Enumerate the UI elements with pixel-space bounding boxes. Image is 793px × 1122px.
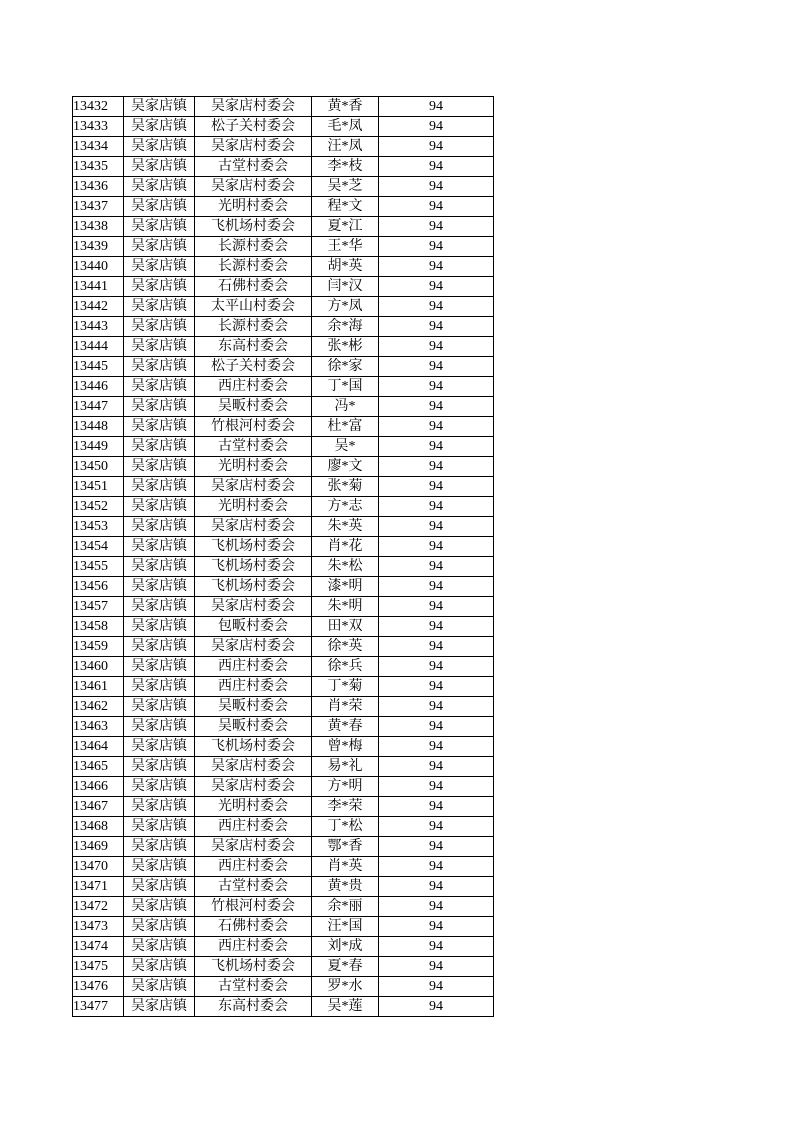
row-id-cell: 13459 xyxy=(73,637,124,657)
person-name-cell: 徐*兵 xyxy=(312,657,379,677)
table-row xyxy=(73,937,494,957)
person-name-cell: 鄂*香 xyxy=(312,837,379,857)
person-name-cell: 吴* xyxy=(312,437,379,457)
village-cell: 吴家店村委会 xyxy=(195,477,312,497)
score-cell: 94 xyxy=(379,877,494,897)
person-name-cell: 方*志 xyxy=(312,497,379,517)
person-name-cell: 徐*家 xyxy=(312,357,379,377)
town-cell: 吴家店镇 xyxy=(124,657,195,677)
table-row xyxy=(73,477,494,497)
village-cell: 飞机场村委会 xyxy=(195,957,312,977)
table-row xyxy=(73,757,494,777)
village-cell: 飞机场村委会 xyxy=(195,557,312,577)
score-cell: 94 xyxy=(379,217,494,237)
town-cell: 吴家店镇 xyxy=(124,977,195,997)
score-cell: 94 xyxy=(379,657,494,677)
village-cell: 光明村委会 xyxy=(195,457,312,477)
table-row xyxy=(73,297,494,317)
score-cell: 94 xyxy=(379,437,494,457)
score-cell: 94 xyxy=(379,737,494,757)
town-cell: 吴家店镇 xyxy=(124,137,195,157)
row-id-cell: 13440 xyxy=(73,257,124,277)
town-cell: 吴家店镇 xyxy=(124,877,195,897)
table-row xyxy=(73,857,494,877)
village-cell: 长源村委会 xyxy=(195,257,312,277)
row-id-cell: 13461 xyxy=(73,677,124,697)
score-cell: 94 xyxy=(379,677,494,697)
town-cell: 吴家店镇 xyxy=(124,217,195,237)
village-cell: 西庄村委会 xyxy=(195,817,312,837)
table-row xyxy=(73,337,494,357)
table-row xyxy=(73,197,494,217)
row-id-cell: 13457 xyxy=(73,597,124,617)
row-id-cell: 13441 xyxy=(73,277,124,297)
row-id-cell: 13437 xyxy=(73,197,124,217)
row-id-cell: 13434 xyxy=(73,137,124,157)
score-cell: 94 xyxy=(379,377,494,397)
table-row xyxy=(73,357,494,377)
row-id-cell: 13471 xyxy=(73,877,124,897)
table-row xyxy=(73,957,494,977)
score-cell: 94 xyxy=(379,177,494,197)
person-name-cell: 丁*国 xyxy=(312,377,379,397)
row-id-cell: 13449 xyxy=(73,437,124,457)
row-id-cell: 13474 xyxy=(73,937,124,957)
score-cell: 94 xyxy=(379,837,494,857)
town-cell: 吴家店镇 xyxy=(124,437,195,457)
village-cell: 吴家店村委会 xyxy=(195,777,312,797)
score-cell: 94 xyxy=(379,417,494,437)
town-cell: 吴家店镇 xyxy=(124,257,195,277)
village-cell: 吴家店村委会 xyxy=(195,517,312,537)
row-id-cell: 13475 xyxy=(73,957,124,977)
records-table xyxy=(72,96,494,1017)
records-table-body xyxy=(73,97,494,1017)
row-id-cell: 13454 xyxy=(73,537,124,557)
table-row xyxy=(73,97,494,117)
score-cell: 94 xyxy=(379,277,494,297)
row-id-cell: 13464 xyxy=(73,737,124,757)
row-id-cell: 13444 xyxy=(73,337,124,357)
score-cell: 94 xyxy=(379,477,494,497)
row-id-cell: 13443 xyxy=(73,317,124,337)
village-cell: 竹根河村委会 xyxy=(195,417,312,437)
row-id-cell: 13452 xyxy=(73,497,124,517)
town-cell: 吴家店镇 xyxy=(124,937,195,957)
score-cell: 94 xyxy=(379,777,494,797)
row-id-cell: 13468 xyxy=(73,817,124,837)
town-cell: 吴家店镇 xyxy=(124,157,195,177)
score-cell: 94 xyxy=(379,497,494,517)
row-id-cell: 13477 xyxy=(73,997,124,1017)
row-id-cell: 13472 xyxy=(73,897,124,917)
town-cell: 吴家店镇 xyxy=(124,917,195,937)
score-cell: 94 xyxy=(379,197,494,217)
village-cell: 吴家店村委会 xyxy=(195,837,312,857)
town-cell: 吴家店镇 xyxy=(124,477,195,497)
score-cell: 94 xyxy=(379,237,494,257)
village-cell: 吴家店村委会 xyxy=(195,757,312,777)
score-cell: 94 xyxy=(379,957,494,977)
person-name-cell: 程*文 xyxy=(312,197,379,217)
score-cell: 94 xyxy=(379,717,494,737)
row-id-cell: 13446 xyxy=(73,377,124,397)
village-cell: 飞机场村委会 xyxy=(195,577,312,597)
table-row xyxy=(73,437,494,457)
person-name-cell: 毛*凤 xyxy=(312,117,379,137)
person-name-cell: 曾*梅 xyxy=(312,737,379,757)
village-cell: 包畈村委会 xyxy=(195,617,312,637)
person-name-cell: 黄*香 xyxy=(312,97,379,117)
table-row xyxy=(73,877,494,897)
village-cell: 吴家店村委会 xyxy=(195,97,312,117)
town-cell: 吴家店镇 xyxy=(124,377,195,397)
town-cell: 吴家店镇 xyxy=(124,837,195,857)
score-cell: 94 xyxy=(379,137,494,157)
village-cell: 吴畈村委会 xyxy=(195,697,312,717)
village-cell: 古堂村委会 xyxy=(195,157,312,177)
score-cell: 94 xyxy=(379,817,494,837)
score-cell: 94 xyxy=(379,337,494,357)
town-cell: 吴家店镇 xyxy=(124,717,195,737)
table-row xyxy=(73,557,494,577)
village-cell: 飞机场村委会 xyxy=(195,217,312,237)
village-cell: 竹根河村委会 xyxy=(195,897,312,917)
village-cell: 石佛村委会 xyxy=(195,277,312,297)
person-name-cell: 朱*松 xyxy=(312,557,379,577)
town-cell: 吴家店镇 xyxy=(124,577,195,597)
town-cell: 吴家店镇 xyxy=(124,997,195,1017)
score-cell: 94 xyxy=(379,597,494,617)
table-row xyxy=(73,497,494,517)
town-cell: 吴家店镇 xyxy=(124,417,195,437)
person-name-cell: 丁*松 xyxy=(312,817,379,837)
town-cell: 吴家店镇 xyxy=(124,857,195,877)
village-cell: 飞机场村委会 xyxy=(195,737,312,757)
village-cell: 古堂村委会 xyxy=(195,437,312,457)
table-row xyxy=(73,517,494,537)
table-row xyxy=(73,177,494,197)
village-cell: 吴家店村委会 xyxy=(195,137,312,157)
village-cell: 长源村委会 xyxy=(195,317,312,337)
village-cell: 吴家店村委会 xyxy=(195,177,312,197)
person-name-cell: 肖*荣 xyxy=(312,697,379,717)
row-id-cell: 13448 xyxy=(73,417,124,437)
row-id-cell: 13476 xyxy=(73,977,124,997)
table-row xyxy=(73,837,494,857)
village-cell: 光明村委会 xyxy=(195,197,312,217)
town-cell: 吴家店镇 xyxy=(124,197,195,217)
person-name-cell: 方*明 xyxy=(312,777,379,797)
table-row xyxy=(73,617,494,637)
row-id-cell: 13460 xyxy=(73,657,124,677)
town-cell: 吴家店镇 xyxy=(124,897,195,917)
person-name-cell: 肖*花 xyxy=(312,537,379,557)
village-cell: 古堂村委会 xyxy=(195,977,312,997)
person-name-cell: 漆*明 xyxy=(312,577,379,597)
score-cell: 94 xyxy=(379,357,494,377)
score-cell: 94 xyxy=(379,157,494,177)
person-name-cell: 夏*江 xyxy=(312,217,379,237)
row-id-cell: 13473 xyxy=(73,917,124,937)
score-cell: 94 xyxy=(379,397,494,417)
person-name-cell: 夏*春 xyxy=(312,957,379,977)
table-row xyxy=(73,157,494,177)
village-cell: 石佛村委会 xyxy=(195,917,312,937)
person-name-cell: 王*华 xyxy=(312,237,379,257)
table-row xyxy=(73,457,494,477)
row-id-cell: 13470 xyxy=(73,857,124,877)
score-cell: 94 xyxy=(379,577,494,597)
table-row xyxy=(73,997,494,1017)
row-id-cell: 13445 xyxy=(73,357,124,377)
row-id-cell: 13456 xyxy=(73,577,124,597)
person-name-cell: 徐*英 xyxy=(312,637,379,657)
person-name-cell: 汪*国 xyxy=(312,917,379,937)
village-cell: 松子关村委会 xyxy=(195,117,312,137)
person-name-cell: 汪*凤 xyxy=(312,137,379,157)
person-name-cell: 刘*成 xyxy=(312,937,379,957)
table-row xyxy=(73,737,494,757)
person-name-cell: 张*菊 xyxy=(312,477,379,497)
table-row xyxy=(73,637,494,657)
town-cell: 吴家店镇 xyxy=(124,597,195,617)
town-cell: 吴家店镇 xyxy=(124,697,195,717)
town-cell: 吴家店镇 xyxy=(124,637,195,657)
score-cell: 94 xyxy=(379,297,494,317)
person-name-cell: 冯* xyxy=(312,397,379,417)
score-cell: 94 xyxy=(379,517,494,537)
person-name-cell: 杜*富 xyxy=(312,417,379,437)
person-name-cell: 余*海 xyxy=(312,317,379,337)
table-row xyxy=(73,777,494,797)
town-cell: 吴家店镇 xyxy=(124,557,195,577)
row-id-cell: 13451 xyxy=(73,477,124,497)
score-cell: 94 xyxy=(379,857,494,877)
score-cell: 94 xyxy=(379,797,494,817)
table-row xyxy=(73,977,494,997)
table-row xyxy=(73,657,494,677)
town-cell: 吴家店镇 xyxy=(124,757,195,777)
table-row xyxy=(73,237,494,257)
score-cell: 94 xyxy=(379,757,494,777)
table-row xyxy=(73,377,494,397)
person-name-cell: 闫*汉 xyxy=(312,277,379,297)
table-row xyxy=(73,897,494,917)
table-row xyxy=(73,317,494,337)
town-cell: 吴家店镇 xyxy=(124,237,195,257)
row-id-cell: 13466 xyxy=(73,777,124,797)
table-row xyxy=(73,677,494,697)
row-id-cell: 13436 xyxy=(73,177,124,197)
village-cell: 松子关村委会 xyxy=(195,357,312,377)
row-id-cell: 13467 xyxy=(73,797,124,817)
person-name-cell: 李*荣 xyxy=(312,797,379,817)
row-id-cell: 13462 xyxy=(73,697,124,717)
row-id-cell: 13435 xyxy=(73,157,124,177)
person-name-cell: 易*礼 xyxy=(312,757,379,777)
town-cell: 吴家店镇 xyxy=(124,277,195,297)
village-cell: 西庄村委会 xyxy=(195,677,312,697)
table-row xyxy=(73,397,494,417)
town-cell: 吴家店镇 xyxy=(124,317,195,337)
score-cell: 94 xyxy=(379,917,494,937)
table-row xyxy=(73,597,494,617)
village-cell: 吴畈村委会 xyxy=(195,397,312,417)
town-cell: 吴家店镇 xyxy=(124,957,195,977)
town-cell: 吴家店镇 xyxy=(124,397,195,417)
table-row xyxy=(73,537,494,557)
person-name-cell: 吴*芝 xyxy=(312,177,379,197)
score-cell: 94 xyxy=(379,697,494,717)
person-name-cell: 吴*莲 xyxy=(312,997,379,1017)
row-id-cell: 13469 xyxy=(73,837,124,857)
person-name-cell: 李*枝 xyxy=(312,157,379,177)
row-id-cell: 13433 xyxy=(73,117,124,137)
score-cell: 94 xyxy=(379,557,494,577)
table-row xyxy=(73,697,494,717)
score-cell: 94 xyxy=(379,97,494,117)
row-id-cell: 13439 xyxy=(73,237,124,257)
village-cell: 西庄村委会 xyxy=(195,937,312,957)
village-cell: 东高村委会 xyxy=(195,337,312,357)
village-cell: 东高村委会 xyxy=(195,997,312,1017)
village-cell: 吴家店村委会 xyxy=(195,597,312,617)
score-cell: 94 xyxy=(379,997,494,1017)
row-id-cell: 13442 xyxy=(73,297,124,317)
person-name-cell: 张*彬 xyxy=(312,337,379,357)
row-id-cell: 13438 xyxy=(73,217,124,237)
score-cell: 94 xyxy=(379,977,494,997)
score-cell: 94 xyxy=(379,457,494,477)
village-cell: 太平山村委会 xyxy=(195,297,312,317)
village-cell: 光明村委会 xyxy=(195,797,312,817)
row-id-cell: 13447 xyxy=(73,397,124,417)
table-row xyxy=(73,577,494,597)
row-id-cell: 13465 xyxy=(73,757,124,777)
row-id-cell: 13458 xyxy=(73,617,124,637)
person-name-cell: 肖*英 xyxy=(312,857,379,877)
row-id-cell: 13453 xyxy=(73,517,124,537)
table-row xyxy=(73,257,494,277)
town-cell: 吴家店镇 xyxy=(124,777,195,797)
village-cell: 飞机场村委会 xyxy=(195,537,312,557)
town-cell: 吴家店镇 xyxy=(124,97,195,117)
town-cell: 吴家店镇 xyxy=(124,297,195,317)
table-row xyxy=(73,277,494,297)
town-cell: 吴家店镇 xyxy=(124,357,195,377)
row-id-cell: 13432 xyxy=(73,97,124,117)
table-row xyxy=(73,217,494,237)
score-cell: 94 xyxy=(379,637,494,657)
person-name-cell: 丁*菊 xyxy=(312,677,379,697)
person-name-cell: 田*双 xyxy=(312,617,379,637)
village-cell: 西庄村委会 xyxy=(195,857,312,877)
village-cell: 西庄村委会 xyxy=(195,657,312,677)
table-row xyxy=(73,417,494,437)
person-name-cell: 黄*贵 xyxy=(312,877,379,897)
person-name-cell: 罗*水 xyxy=(312,977,379,997)
town-cell: 吴家店镇 xyxy=(124,177,195,197)
table-row xyxy=(73,137,494,157)
village-cell: 长源村委会 xyxy=(195,237,312,257)
score-cell: 94 xyxy=(379,937,494,957)
person-name-cell: 方*凤 xyxy=(312,297,379,317)
person-name-cell: 朱*英 xyxy=(312,517,379,537)
row-id-cell: 13463 xyxy=(73,717,124,737)
town-cell: 吴家店镇 xyxy=(124,677,195,697)
town-cell: 吴家店镇 xyxy=(124,817,195,837)
person-name-cell: 胡*英 xyxy=(312,257,379,277)
village-cell: 光明村委会 xyxy=(195,497,312,517)
village-cell: 吴家店村委会 xyxy=(195,637,312,657)
score-cell: 94 xyxy=(379,257,494,277)
score-cell: 94 xyxy=(379,317,494,337)
town-cell: 吴家店镇 xyxy=(124,617,195,637)
village-cell: 吴畈村委会 xyxy=(195,717,312,737)
row-id-cell: 13450 xyxy=(73,457,124,477)
row-id-cell: 13455 xyxy=(73,557,124,577)
town-cell: 吴家店镇 xyxy=(124,737,195,757)
score-cell: 94 xyxy=(379,617,494,637)
person-name-cell: 朱*明 xyxy=(312,597,379,617)
person-name-cell: 廖*文 xyxy=(312,457,379,477)
score-cell: 94 xyxy=(379,897,494,917)
village-cell: 古堂村委会 xyxy=(195,877,312,897)
score-cell: 94 xyxy=(379,537,494,557)
town-cell: 吴家店镇 xyxy=(124,457,195,477)
table-row xyxy=(73,117,494,137)
table-row xyxy=(73,817,494,837)
town-cell: 吴家店镇 xyxy=(124,117,195,137)
table-row xyxy=(73,717,494,737)
person-name-cell: 余*丽 xyxy=(312,897,379,917)
town-cell: 吴家店镇 xyxy=(124,537,195,557)
table-row xyxy=(73,917,494,937)
town-cell: 吴家店镇 xyxy=(124,517,195,537)
town-cell: 吴家店镇 xyxy=(124,337,195,357)
table-row xyxy=(73,797,494,817)
town-cell: 吴家店镇 xyxy=(124,497,195,517)
town-cell: 吴家店镇 xyxy=(124,797,195,817)
village-cell: 西庄村委会 xyxy=(195,377,312,397)
person-name-cell: 黄*春 xyxy=(312,717,379,737)
score-cell: 94 xyxy=(379,117,494,137)
